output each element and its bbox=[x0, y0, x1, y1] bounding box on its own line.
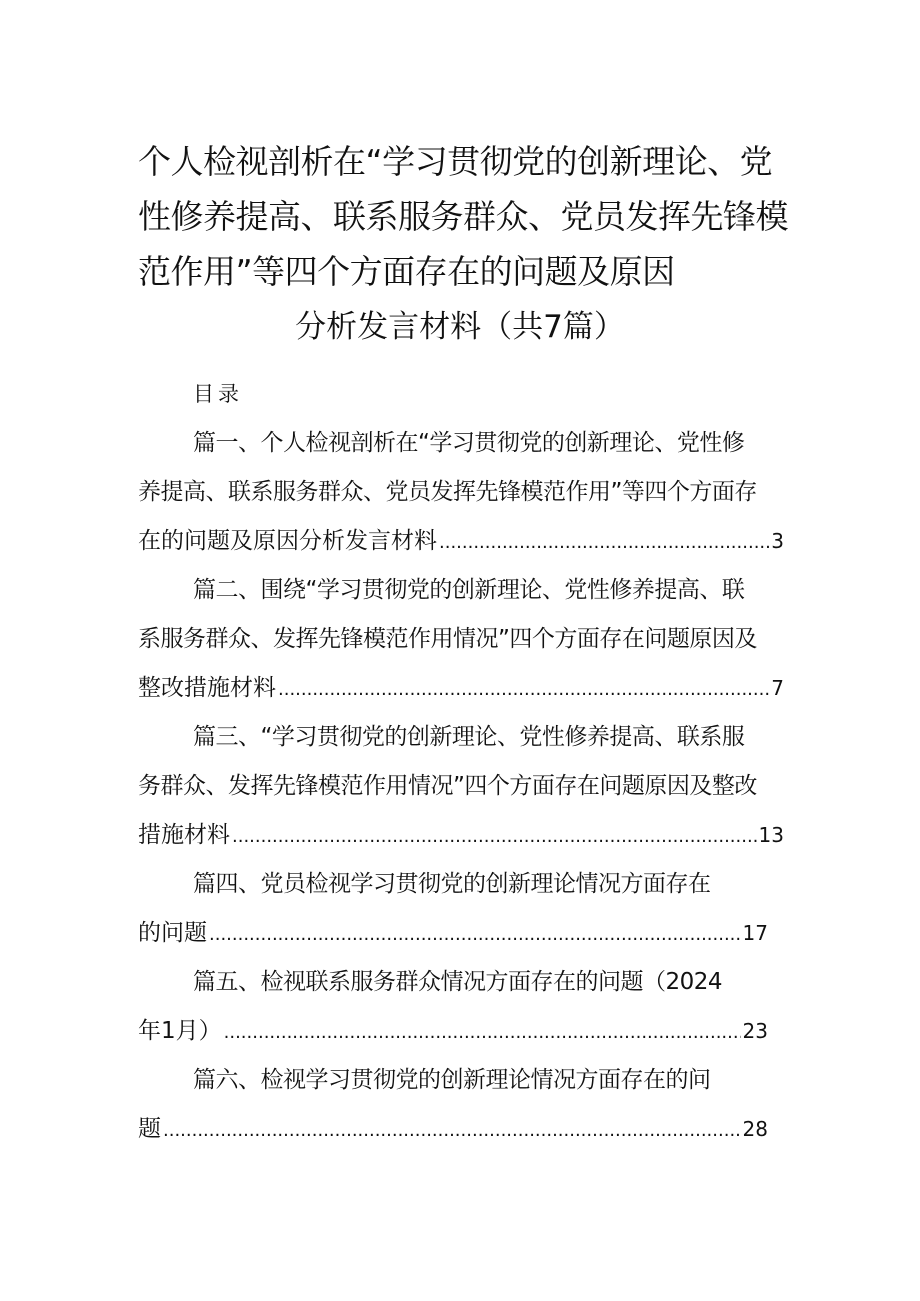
title-line-2: 性修养提高、联系服务群众、党员发挥先锋模 bbox=[138, 197, 788, 236]
title-line-1: 个人检视剖析在“学习贯彻党的创新理论、党 bbox=[138, 142, 773, 181]
dot-leader bbox=[224, 1008, 741, 1057]
toc-entry-text-line: 篇三、“学习贯彻党的创新理论、党性修养提高、联系服 bbox=[193, 724, 745, 750]
toc-page-number: 3 bbox=[771, 529, 784, 553]
toc-entry-last-line bbox=[138, 909, 768, 958]
toc-entry-text-line: 篇二、围绕“学习贯彻党的创新理论、党性修养提高、联 bbox=[193, 577, 745, 603]
toc-entry-text-line: 篇五、检视联系服务群众情况方面存在的问题（2024 bbox=[193, 969, 723, 995]
toc-entry-text-line: 养提高、联系服务群众、党员发挥先锋模范作用”等四个方面存 bbox=[138, 479, 757, 505]
dot-leader bbox=[163, 1106, 741, 1155]
toc-entry[interactable] bbox=[138, 1056, 784, 1154]
toc-page-number: 7 bbox=[771, 676, 784, 700]
dot-leader bbox=[439, 518, 769, 567]
toc-entry[interactable] bbox=[138, 860, 784, 958]
toc-entry-text-line: 篇四、党员检视学习贯彻党的创新理论情况方面存在 bbox=[193, 871, 711, 897]
title-line-4: 分析发言材料（共7篇） bbox=[295, 309, 625, 345]
toc-entry-last-line bbox=[138, 811, 784, 860]
toc-entry-text-end: 在的问题及原因分析发言材料 bbox=[138, 528, 437, 554]
toc-entry[interactable] bbox=[138, 713, 784, 860]
toc-entry-last-line bbox=[138, 1105, 768, 1154]
toc-entry-text-line: 篇六、检视学习贯彻党的创新理论情况方面存在的问 bbox=[193, 1067, 711, 1093]
toc-entry-last-line bbox=[138, 517, 784, 566]
toc-entry-text-line: 系服务群众、发挥先锋模范作用情况”四个方面存在问题原因及 bbox=[138, 626, 757, 652]
toc-page-number: 13 bbox=[758, 823, 784, 847]
toc-entry[interactable] bbox=[138, 419, 784, 566]
toc-entry-text-end: 的问题 bbox=[138, 920, 207, 946]
toc-entry-text-end: 题 bbox=[138, 1116, 161, 1142]
toc-entry-last-line bbox=[138, 664, 784, 713]
toc-entry[interactable] bbox=[138, 566, 784, 713]
document-title bbox=[138, 134, 788, 299]
toc-page-number: 17 bbox=[742, 921, 768, 945]
toc-heading: 目录 bbox=[193, 382, 243, 406]
toc-entry-last-line bbox=[138, 1007, 768, 1056]
toc-entry-text-end: 年1月） bbox=[138, 1018, 222, 1044]
dot-leader bbox=[209, 910, 741, 959]
dot-leader bbox=[278, 665, 769, 714]
toc-page-number: 23 bbox=[742, 1019, 768, 1043]
toc-entry[interactable] bbox=[138, 958, 784, 1056]
title-line-3: 范作用”等四个方面存在的问题及原因 bbox=[138, 252, 675, 291]
toc-entry-text-line: 篇一、个人检视剖析在“学习贯彻党的创新理论、党性修 bbox=[193, 430, 745, 456]
toc-entry-text-end: 措施材料 bbox=[138, 822, 230, 848]
toc-page-number: 28 bbox=[742, 1117, 768, 1141]
toc-entry-text-line: 务群众、发挥先锋模范作用情况”四个方面存在问题原因及整改 bbox=[138, 773, 757, 799]
toc-entry-text-end: 整改措施材料 bbox=[138, 675, 276, 701]
dot-leader bbox=[232, 812, 757, 861]
